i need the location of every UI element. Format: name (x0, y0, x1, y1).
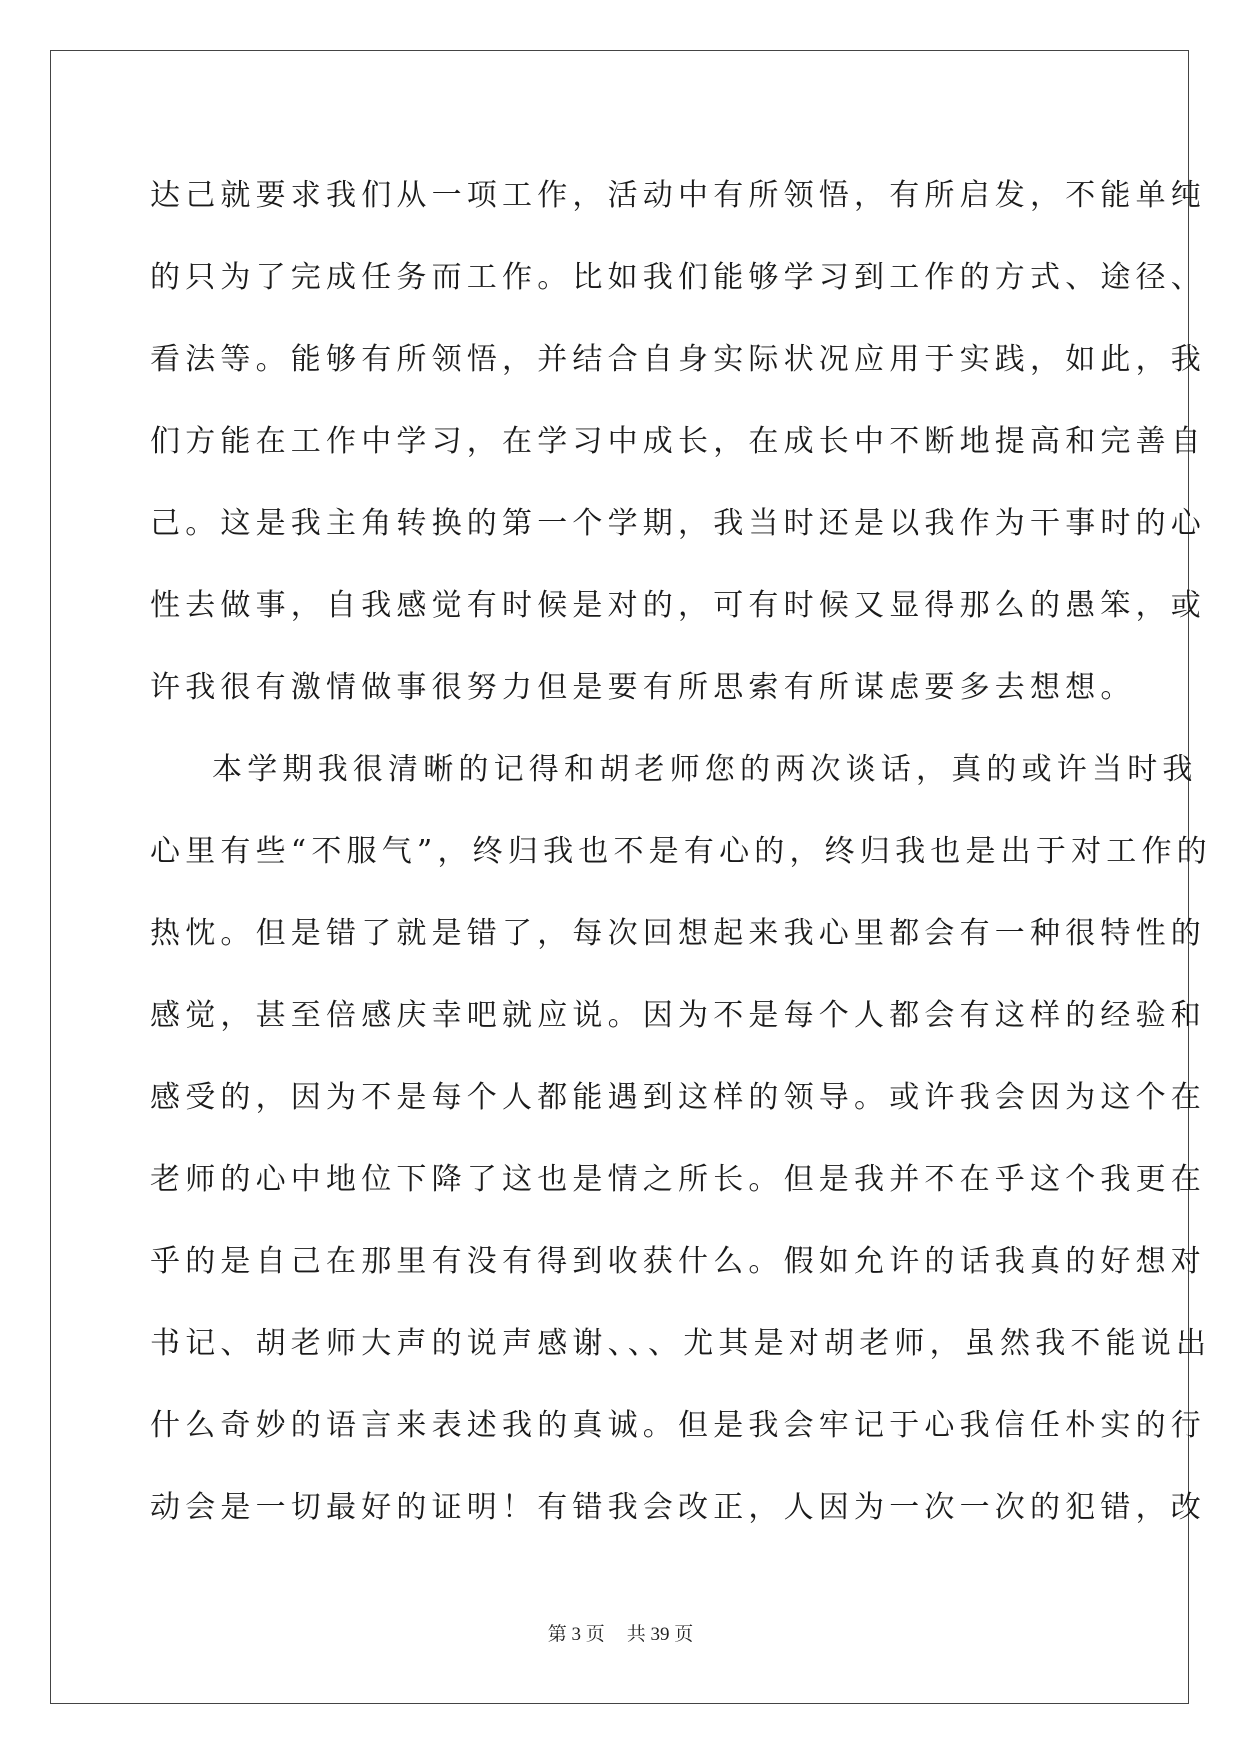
text-line: 心里有些“不服气”，终归我也不是有心的，终归我也是出于对工作的 (150, 834, 1212, 869)
text-line: 热忱。但是错了就是错了，每次回想起来我心里都会有一种很特性的 (150, 916, 1206, 951)
text-line: 看法等。能够有所领悟，并结合自身实际状况应用于实践，如此，我 (150, 342, 1206, 377)
page-footer (0, 1619, 1241, 1646)
text-line: 乎的是自己在那里有没有得到收获什么。假如允许的话我真的好想对 (150, 1244, 1206, 1279)
text-line: 老师的心中地位下降了这也是情之所长。但是我并不在乎这个我更在 (150, 1162, 1206, 1197)
paragraph-start-line: 本学期我很清晰的记得和胡老师您的两次谈话，真的或许当时我 (212, 752, 1198, 787)
text-line: 动会是一切最好的证明！有错我会改正，人因为一次一次的犯错，改 (150, 1490, 1206, 1525)
text-line: 们方能在工作中学习，在学习中成长，在成长中不断地提高和完善自 (150, 424, 1206, 459)
text-line: 性去做事，自我感觉有时候是对的，可有时候又显得那么的愚笨，或 (150, 588, 1206, 623)
page-number: 第 3 页 (547, 1624, 605, 1645)
text-line: 许我很有激情做事很努力但是要有所思索有所谋虑要多去想想。 (150, 670, 1136, 705)
text-line: 达己就要求我们从一项工作，活动中有所领悟，有所启发，不能单纯 (150, 178, 1206, 213)
text-line: 什么奇妙的语言来表述我的真诚。但是我会牢记于心我信任朴实的行 (150, 1408, 1206, 1443)
text-line: 感受的，因为不是每个人都能遇到这样的领导。或许我会因为这个在 (150, 1080, 1206, 1115)
text-line: 己。这是我主角转换的第一个学期，我当时还是以我作为干事时的心 (150, 506, 1206, 541)
document-body (150, 166, 1212, 1560)
text-line: 的只为了完成任务而工作。比如我们能够学习到工作的方式、途径、 (150, 260, 1206, 295)
text-line: 感觉，甚至倍感庆幸吧就应说。因为不是每个人都会有这样的经验和 (150, 998, 1206, 1033)
text-line: 书记、胡老师大声的说声感谢、、、尤其是对胡老师，虽然我不能说出 (150, 1326, 1212, 1361)
page-total: 共 39 页 (626, 1624, 694, 1645)
